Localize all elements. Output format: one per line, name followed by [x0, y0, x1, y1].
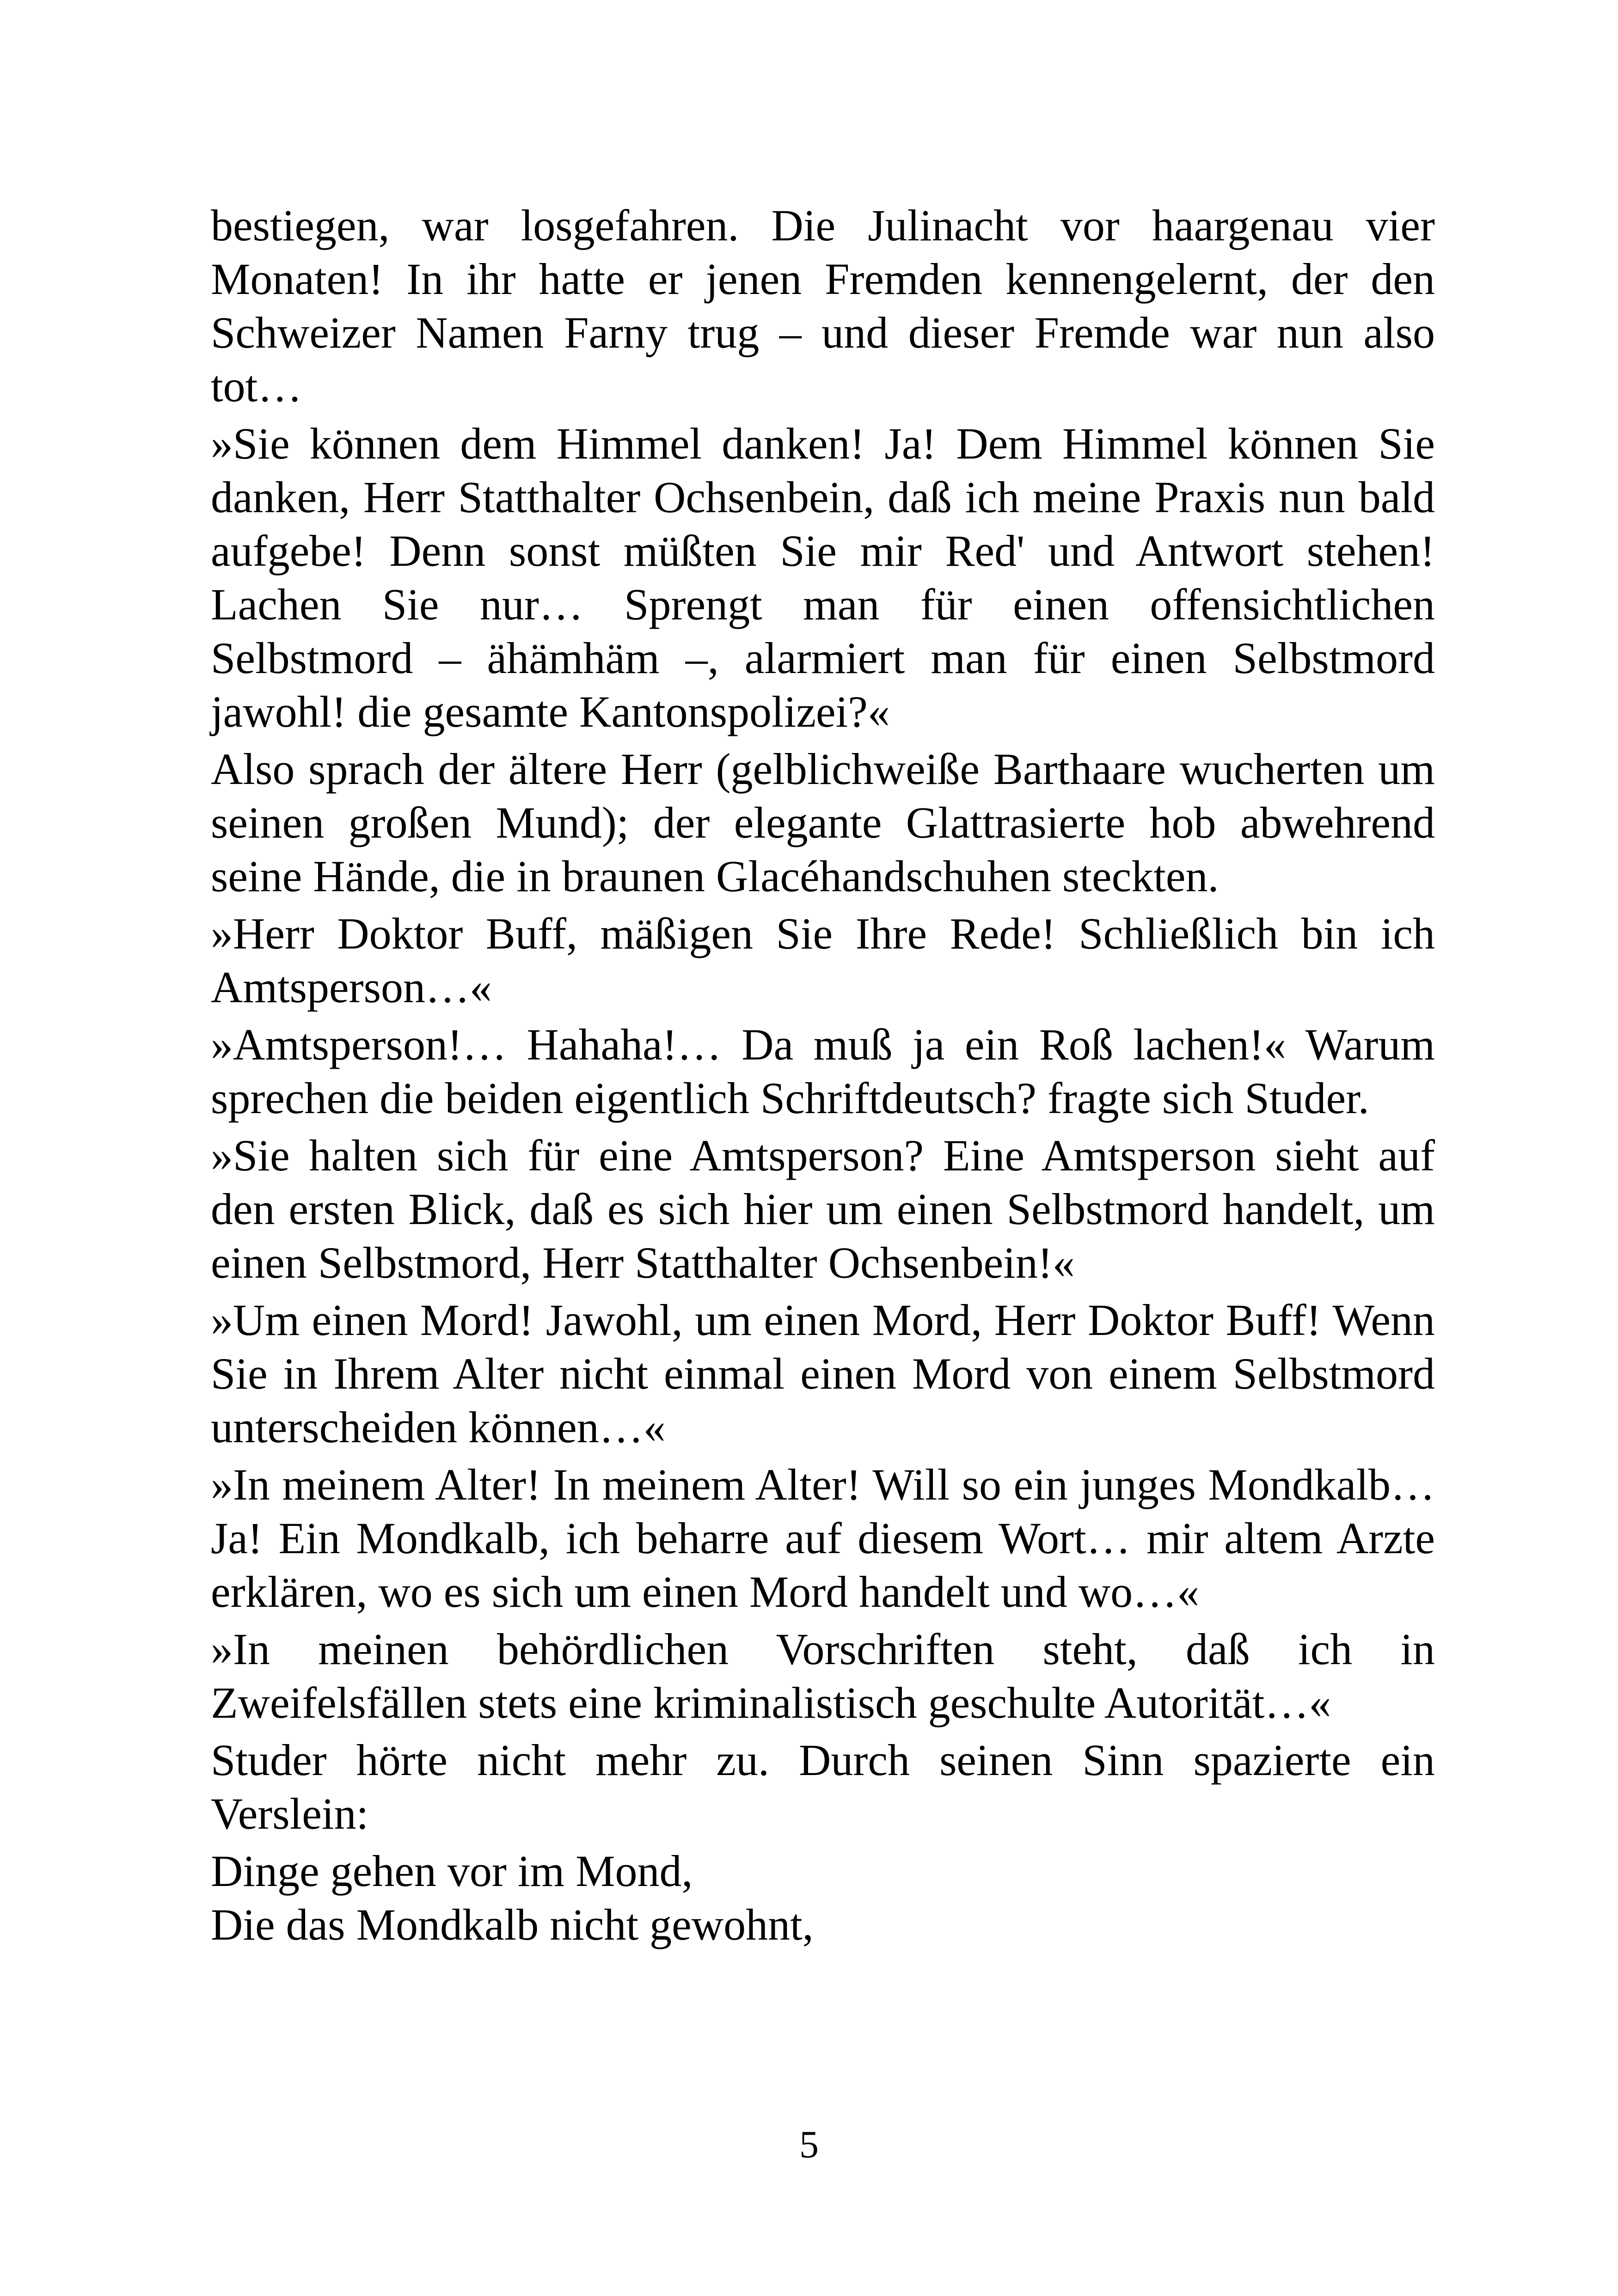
- paragraph-3: Also sprach der ältere Herr (gelblichweiße Barthaare wucherten um seinen großen Mund); der elegante Glattrasierte hob abwehrend seine Hände, die in braunen Glacéhandschuhen steckten.: [211, 744, 1435, 901]
- paragraph-8: »In meinem Alter! In meinem Alter! Will so ein junges Mondkalb… Ja! Ein Mondkalb, ich beharre auf diesem Wort… mir altem Arzte erklären, wo es sich um einen Mord handelt und wo…«: [211, 1460, 1435, 1616]
- paragraph-6: »Sie halten sich für eine Amtsperson? Eine Amtsperson sieht auf den ersten Blick, daß es sich hier um einen Selbstmord handelt, um einen Selbstmord, Herr Statthalter Ochsenbein!«: [211, 1131, 1435, 1287]
- paragraph-7: »Um einen Mord! Jawohl, um einen Mord, Herr Doktor Buff! Wenn Sie in Ihrem Alter nicht einmal einen Mord von einem Selbstmord unterscheiden können…«: [211, 1295, 1435, 1452]
- paragraph-9: »In meinen behördlichen Vorschriften steht, daß ich in Zweifelsfällen stets eine kriminalistisch geschulte Autorität…«: [211, 1624, 1435, 1727]
- paragraph-5: »Amtsperson!… Hahaha!… Da muß ja ein Roß lachen!« Warum sprechen die beiden eigentlich Schriftdeutsch? fragte sich Studer.: [211, 1020, 1435, 1123]
- body-text: [211, 199, 1435, 1952]
- verse-line-1: Dinge gehen vor im Mond,: [211, 1846, 693, 1896]
- paragraph-4: »Herr Doktor Buff, mäßigen Sie Ihre Rede! Schließlich bin ich Amtsperson…«: [211, 909, 1435, 1012]
- page-number: 5: [799, 2123, 819, 2166]
- paragraph-2: »Sie können dem Himmel danken! Ja! Dem Himmel können Sie danken, Herr Statthalter Ochsenbein, daß ich meine Praxis nun bald aufgebe! Denn sonst müßten Sie mir Red' und Antwort stehen! Lachen Sie nur… Sprengt man für einen offensichtlichen Selbstmord – ähämhäm –, alarmiert man für einen Selbstmord jawohl! die gesamte Kantonspolizei?«: [211, 419, 1435, 736]
- verse-line-2: Die das Mondkalb nicht gewohnt,: [211, 1900, 814, 1949]
- paragraph-10: Studer hörte nicht mehr zu. Durch seinen Sinn spazierte ein Verslein:: [211, 1735, 1435, 1838]
- paragraph-1: bestiegen, war losgefahren. Die Julinacht vor haargenau vier Monaten! In ihr hatte er jenen Fremden kennengelernt, der den Schweizer Namen Farny trug – und dieser Fremde war nun also tot…: [211, 201, 1435, 411]
